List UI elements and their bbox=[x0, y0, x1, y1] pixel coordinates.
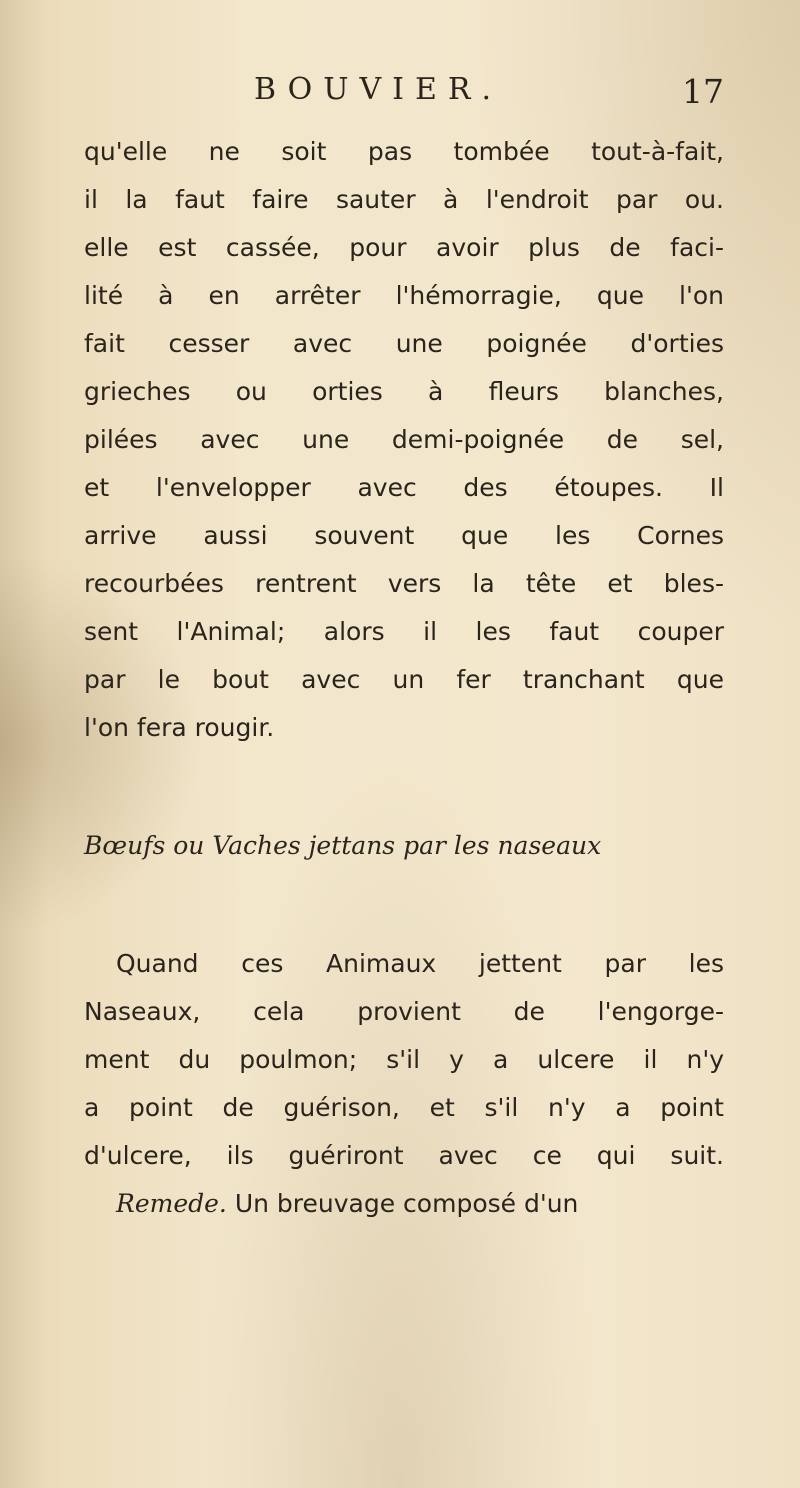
text-line: Naseaux, cela provient de l'engorge- bbox=[84, 997, 724, 1026]
remedy-line bbox=[84, 1180, 724, 1228]
text-line: pilées avec une demi-poignée de sel, bbox=[84, 425, 724, 454]
text-line: elle est cassée, pour avoir plus de faci- bbox=[84, 233, 724, 262]
text-line: d'ulcere, ils guériront avec ce qui suit. bbox=[84, 1141, 724, 1170]
remedy-text: Un breuvage composé d'un bbox=[234, 1189, 579, 1218]
running-title: BOUVIER. bbox=[254, 72, 503, 107]
text-line: arrive aussi souvent que les Cornes bbox=[84, 521, 724, 550]
text-line: a point de guérison, et s'il n'y a point bbox=[84, 1093, 724, 1122]
text-line: recourbées rentrent vers la tête et bles- bbox=[84, 569, 724, 598]
text-line: grieches ou orties à fleurs blanches, bbox=[84, 377, 724, 406]
text-line: lité à en arrêter l'hémorragie, que l'on bbox=[84, 281, 724, 310]
page-number: 17 bbox=[682, 72, 724, 111]
text-line: par le bout avec un fer tranchant que bbox=[84, 665, 724, 694]
text-line: fait cesser avec une poignée d'orties bbox=[84, 329, 724, 358]
paragraph-1 bbox=[84, 128, 724, 752]
text-line: qu'elle ne soit pas tombée tout-à-fait, bbox=[84, 137, 724, 166]
text-line: et l'envelopper avec des étoupes. Il bbox=[84, 473, 724, 502]
running-head bbox=[254, 72, 724, 124]
text-line: Quand ces Animaux jettent par les bbox=[116, 949, 724, 978]
paragraph-2 bbox=[84, 940, 724, 1228]
text-line: l'on fera rougir. bbox=[84, 713, 275, 742]
text-line: ment du poulmon; s'il y a ulcere il n'y bbox=[84, 1045, 724, 1074]
text-line: il la faut faire sauter à l'endroit par ou. bbox=[84, 185, 724, 214]
remedy-label: Remede. bbox=[116, 1189, 227, 1218]
text-line: sent l'Animal; alors il les faut couper bbox=[84, 617, 724, 646]
section-heading: Bœufs ou Vaches jettans par les naseaux bbox=[84, 831, 602, 860]
